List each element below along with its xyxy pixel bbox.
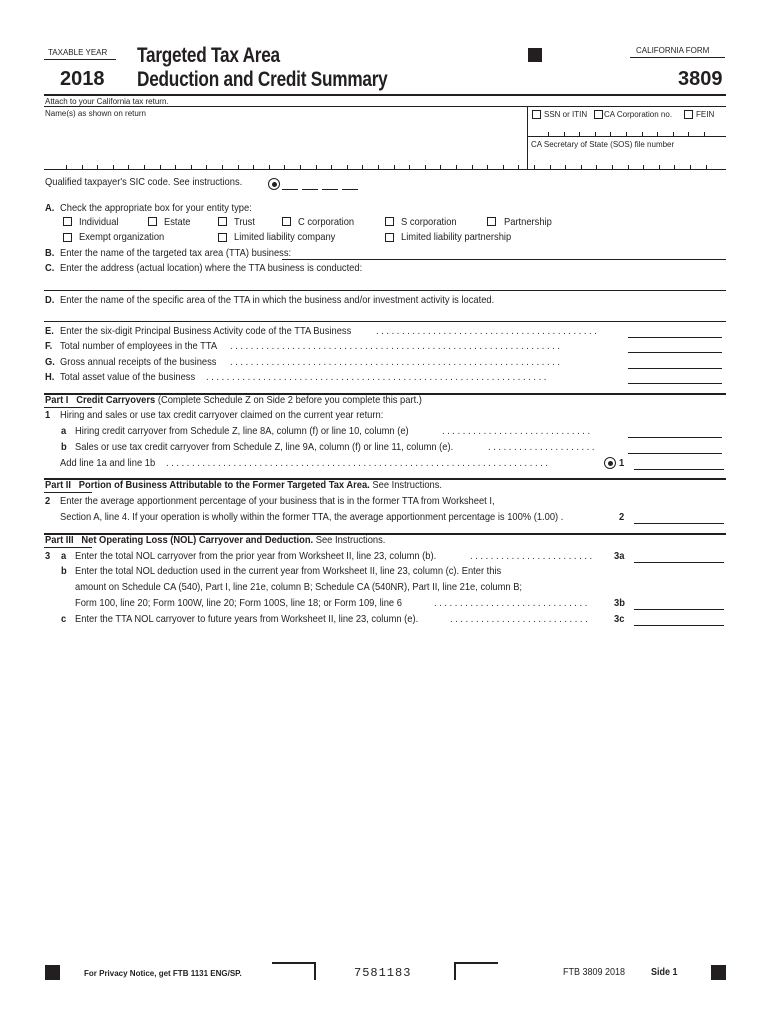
comb-tick: [269, 165, 270, 169]
comb-tick: [690, 165, 691, 169]
comb-tick: [643, 165, 644, 169]
dot-leader: . . . . . . . . . . . . . . . . . . . . .: [488, 442, 595, 453]
comb-tick: [378, 165, 379, 169]
footer-form-side: FTB 3809 2018: [563, 967, 626, 978]
tta-area-line[interactable]: [44, 321, 726, 322]
comb-tick: [238, 165, 239, 169]
comb-tick: [144, 165, 145, 169]
taxable-year-rule: [44, 59, 116, 60]
comb-tick: [222, 165, 223, 169]
line-2-text-1: Enter the average apportionment percentage of your business that is in the former TTA from Worksheet I,: [60, 496, 495, 507]
line-3b-amount[interactable]: [634, 609, 724, 610]
line-1-text: Hiring and sales or use tax credit carryover claimed on the current year return:: [60, 410, 384, 421]
comb-tick: [673, 132, 674, 136]
section-g-letter: G.: [45, 357, 55, 368]
comb-tick: [409, 165, 410, 169]
comb-tick: [595, 132, 596, 136]
comb-tick: [175, 165, 176, 169]
comb-tick: [160, 165, 161, 169]
ssn-itin-label: SSN or ITIN: [544, 110, 588, 119]
form-title-line2: Deduction and Credit Summary: [137, 68, 388, 91]
dot-leader: . . . . . . . . . . . . . . . . . . . . . . . . . . . . . . . . . . . . . . . . . . . . . . . . . . . . . . . . . . . . . . . .: [230, 357, 560, 368]
asset-value-field[interactable]: [628, 383, 722, 384]
dot-leader: . . . . . . . . . . . . . . . . . . . . . . . . . . . . . . . . . . . . . . . . . . . . . . . . . . . . . . . . . . . . . . . . . . . . . . . . . .: [166, 458, 548, 469]
line-2-label: 2: [619, 512, 625, 523]
part-ii-underline: [44, 492, 92, 493]
section-h-letter: H.: [45, 372, 55, 383]
names-label: Name(s) as shown on return: [45, 109, 146, 118]
part-iii-heading: [45, 535, 385, 546]
line-3c-label: 3c: [614, 614, 625, 625]
c-corporation-checkbox[interactable]: [282, 217, 291, 226]
trust-checkbox[interactable]: [218, 217, 227, 226]
target-icon: [604, 457, 616, 469]
registration-mark: [528, 48, 542, 62]
comb-tick: [362, 165, 363, 169]
line-3c-text: Enter the TTA NOL carryover to future years from Worksheet II, line 23, column (e).: [75, 614, 419, 625]
comb-tick: [472, 165, 473, 169]
comb-tick: [128, 165, 129, 169]
dot-leader: . . . . . . . . . . . . . . . . . . . . . . . . . . . . .: [442, 426, 591, 437]
comb-tick: [534, 165, 535, 169]
line-2-text-2: Section A, line 4. If your operation is wholly within the former TTA, the average apportionment percentage is 100% (1.00) .: [60, 512, 564, 523]
fein-checkbox[interactable]: [684, 110, 693, 119]
footer-side: Side 1: [651, 967, 678, 978]
form-label-rule: [630, 57, 725, 58]
attach-instruction: Attach to your California tax return.: [45, 97, 169, 106]
form-number: 3809: [678, 68, 723, 90]
dot-leader: . . . . . . . . . . . . . . . . . . . . . . . . . . .: [450, 614, 588, 625]
section-b-label: Enter the name of the targeted tax area (TTA) business:: [60, 248, 292, 259]
comb-tick: [564, 132, 565, 136]
comb-tick: [674, 165, 675, 169]
comb-tick: [440, 165, 441, 169]
line-3c-letter: c: [61, 614, 67, 625]
c-corporation-label: C corporation: [298, 217, 355, 228]
comb-tick: [626, 132, 627, 136]
pba-code-field[interactable]: [628, 337, 722, 338]
line-1b-letter: b: [61, 442, 67, 453]
employees-field[interactable]: [628, 352, 722, 353]
partnership-label: Partnership: [504, 217, 552, 228]
part-iii-title: Net Operating Loss (NOL) Carryover and Deduction.: [81, 535, 314, 546]
section-c-letter: C.: [45, 263, 55, 274]
part-i-label: Part I: [45, 395, 69, 406]
comb-tick: [704, 132, 705, 136]
section-b-letter: B.: [45, 248, 55, 259]
line-3c-amount[interactable]: [634, 625, 724, 626]
corner-mark: [272, 962, 316, 980]
section-e-letter: E.: [45, 326, 54, 337]
gross-receipts-field[interactable]: [628, 368, 722, 369]
line-2-amount[interactable]: [634, 523, 724, 524]
comb-tick: [113, 165, 114, 169]
name-entry-line[interactable]: [44, 169, 726, 170]
comb-tick: [191, 165, 192, 169]
line-1a-letter: a: [61, 426, 67, 437]
comb-tick: [97, 165, 98, 169]
line-3a-letter: a: [61, 551, 67, 562]
exempt-organization-checkbox[interactable]: [63, 233, 72, 242]
comb-tick: [316, 165, 317, 169]
target-icon: [268, 178, 280, 190]
id-number-line[interactable]: [527, 136, 726, 137]
comb-tick: [550, 165, 551, 169]
comb-tick: [347, 165, 348, 169]
line-3b-text-1: Enter the total NOL deduction used in the current year from Worksheet II, line 23, column (c). Enter this: [75, 566, 502, 577]
comb-tick: [565, 165, 566, 169]
s-corporation-checkbox[interactable]: [385, 217, 394, 226]
llp-checkbox[interactable]: [385, 233, 394, 242]
section-d-letter: D.: [45, 295, 55, 306]
tax-year: 2018: [60, 68, 105, 90]
ca-corp-checkbox[interactable]: [594, 110, 603, 119]
sic-digit-1[interactable]: [282, 189, 298, 190]
id-box-divider: [527, 106, 528, 170]
individual-checkbox[interactable]: [63, 217, 72, 226]
sic-label: Qualified taxpayer's SIC code. See instructions.: [45, 177, 243, 188]
part-iii-subtitle: See Instructions.: [315, 535, 386, 546]
comb-tick: [579, 132, 580, 136]
part-ii-subtitle: See Instructions.: [372, 480, 443, 491]
line-3b-label: 3b: [614, 598, 625, 609]
line-1-add-text: Add line 1a and line 1b: [60, 458, 156, 469]
section-g-label: Gross annual receipts of the business: [60, 357, 217, 368]
line-3a-label: 3a: [614, 551, 625, 562]
partnership-checkbox[interactable]: [487, 217, 496, 226]
comb-tick: [610, 132, 611, 136]
comb-tick: [548, 132, 549, 136]
comb-tick: [487, 165, 488, 169]
ca-corp-label: CA Corporation no.: [604, 110, 673, 119]
registration-mark: [711, 965, 726, 980]
comb-tick: [82, 165, 83, 169]
registration-mark: [45, 965, 60, 980]
comb-tick: [253, 165, 254, 169]
dot-leader: . . . . . . . . . . . . . . . . . . . . . . . . . . . . . .: [434, 598, 588, 609]
line-3b-letter: b: [61, 566, 67, 577]
comb-tick: [657, 132, 658, 136]
section-a-label: Check the appropriate box for your entity type:: [60, 203, 252, 214]
estate-label: Estate: [164, 217, 191, 228]
line-1-number: 1: [45, 410, 51, 421]
california-form-label: CALIFORNIA FORM: [636, 46, 710, 55]
llp-label: Limited liability partnership: [401, 232, 512, 243]
comb-tick: [503, 165, 504, 169]
llc-label: Limited liability company: [234, 232, 336, 243]
comb-tick: [612, 165, 613, 169]
line-2-number: 2: [45, 496, 51, 507]
sic-digit-3[interactable]: [322, 189, 338, 190]
comb-tick: [456, 165, 457, 169]
comb-tick: [66, 165, 67, 169]
comb-tick: [331, 165, 332, 169]
section-a-letter: A.: [45, 203, 55, 214]
line-1b-text: Sales or use tax credit carryover from Schedule Z, line 9A, column (f) or line 11, column (e).: [75, 442, 454, 453]
line-1a-amount[interactable]: [628, 437, 722, 438]
comb-tick: [659, 165, 660, 169]
comb-tick: [581, 165, 582, 169]
line-1-amount[interactable]: [634, 469, 724, 470]
line-3-number: 3: [45, 551, 51, 562]
ssn-itin-checkbox[interactable]: [532, 110, 541, 119]
part-ii-heading: [45, 480, 442, 491]
section-e-label: Enter the six-digit Principal Business Activity code of the TTA Business: [60, 326, 352, 337]
comb-tick: [642, 132, 643, 136]
line-3a-amount[interactable]: [634, 562, 724, 563]
line-3b-text-3: Form 100, line 20; Form 100W, line 20; Form 100S, line 18; or Form 109, line 6: [75, 598, 402, 609]
privacy-notice: For Privacy Notice, get FTB 1131 ENG/SP.: [84, 969, 242, 978]
form-title-line1: Targeted Tax Area: [137, 44, 280, 67]
sos-label: CA Secretary of State (SOS) file number: [531, 140, 675, 149]
comb-tick: [518, 165, 519, 169]
estate-checkbox[interactable]: [148, 217, 157, 226]
comb-tick: [628, 165, 629, 169]
s-corporation-label: S corporation: [401, 217, 457, 228]
form-code: 7581183: [354, 966, 412, 980]
trust-label: Trust: [234, 217, 255, 228]
part-iii-underline: [44, 547, 92, 548]
individual-label: Individual: [79, 217, 119, 228]
section-f-letter: F.: [45, 341, 53, 352]
comb-tick: [596, 165, 597, 169]
part-i-subtitle: (Complete Schedule Z on Side 2 before you complete this part.): [157, 395, 422, 406]
comb-tick: [425, 165, 426, 169]
tta-address-line[interactable]: [44, 290, 726, 291]
llc-checkbox[interactable]: [218, 233, 227, 242]
dot-leader: . . . . . . . . . . . . . . . . . . . . . . . . . . . . . . . . . . . . . . . . . . .: [376, 326, 597, 337]
part-i-underline: [44, 407, 92, 408]
part-iii-label: Part III: [45, 535, 74, 546]
part-i-heading: [45, 395, 422, 406]
part-ii-title: Portion of Business Attributable to the Former Targeted Tax Area.: [78, 480, 370, 491]
fein-label: FEIN: [696, 110, 715, 119]
section-d-label: Enter the name of the specific area of the TTA in which the business and/or investment activity is located.: [60, 295, 495, 306]
section-f-label: Total number of employees in the TTA: [60, 341, 218, 352]
comb-tick: [284, 165, 285, 169]
dot-leader: . . . . . . . . . . . . . . . . . . . . . . . . . . . . . . . . . . . . . . . . . . . . . . . . . . . . . . . . . . . . . . . . . .: [206, 372, 547, 383]
exempt-organization-label: Exempt organization: [79, 232, 165, 243]
line-1b-amount[interactable]: [628, 453, 722, 454]
section-c-label: Enter the address (actual location) where the TTA business is conducted:: [60, 263, 363, 274]
part-ii-label: Part II: [45, 480, 71, 491]
comb-tick: [706, 165, 707, 169]
header-divider: [44, 94, 726, 96]
section-h-label: Total asset value of the business: [60, 372, 196, 383]
dot-leader: . . . . . . . . . . . . . . . . . . . . . . . . . . . . . . . . . . . . . . . . . . . . . . . . . . . . . . . . . . . . . . . .: [230, 341, 560, 352]
line-1-label: 1: [619, 458, 625, 469]
comb-tick: [300, 165, 301, 169]
taxable-year-label: TAXABLE YEAR: [48, 48, 108, 57]
line-1a-text: Hiring credit carryover from Schedule Z, line 8A, column (f) or line 10, column (e): [75, 426, 409, 437]
line-3b-text-2: amount on Schedule CA (540), Part I, line 21e, column B; Schedule CA (540NR), Part II, line 21e, column B;: [75, 582, 523, 593]
names-top-rule: [44, 106, 726, 107]
corner-mark: [454, 962, 498, 980]
line-3a-text: Enter the total NOL carryover from the prior year from Worksheet II, line 23, column (b).: [75, 551, 437, 562]
comb-tick: [206, 165, 207, 169]
sic-digit-4[interactable]: [342, 189, 358, 190]
comb-tick: [688, 132, 689, 136]
comb-tick: [394, 165, 395, 169]
part-i-title: Credit Carryovers: [76, 395, 156, 406]
sic-digit-2[interactable]: [302, 189, 318, 190]
tta-business-name-line[interactable]: [282, 259, 726, 260]
dot-leader: . . . . . . . . . . . . . . . . . . . . . . . .: [470, 551, 593, 562]
